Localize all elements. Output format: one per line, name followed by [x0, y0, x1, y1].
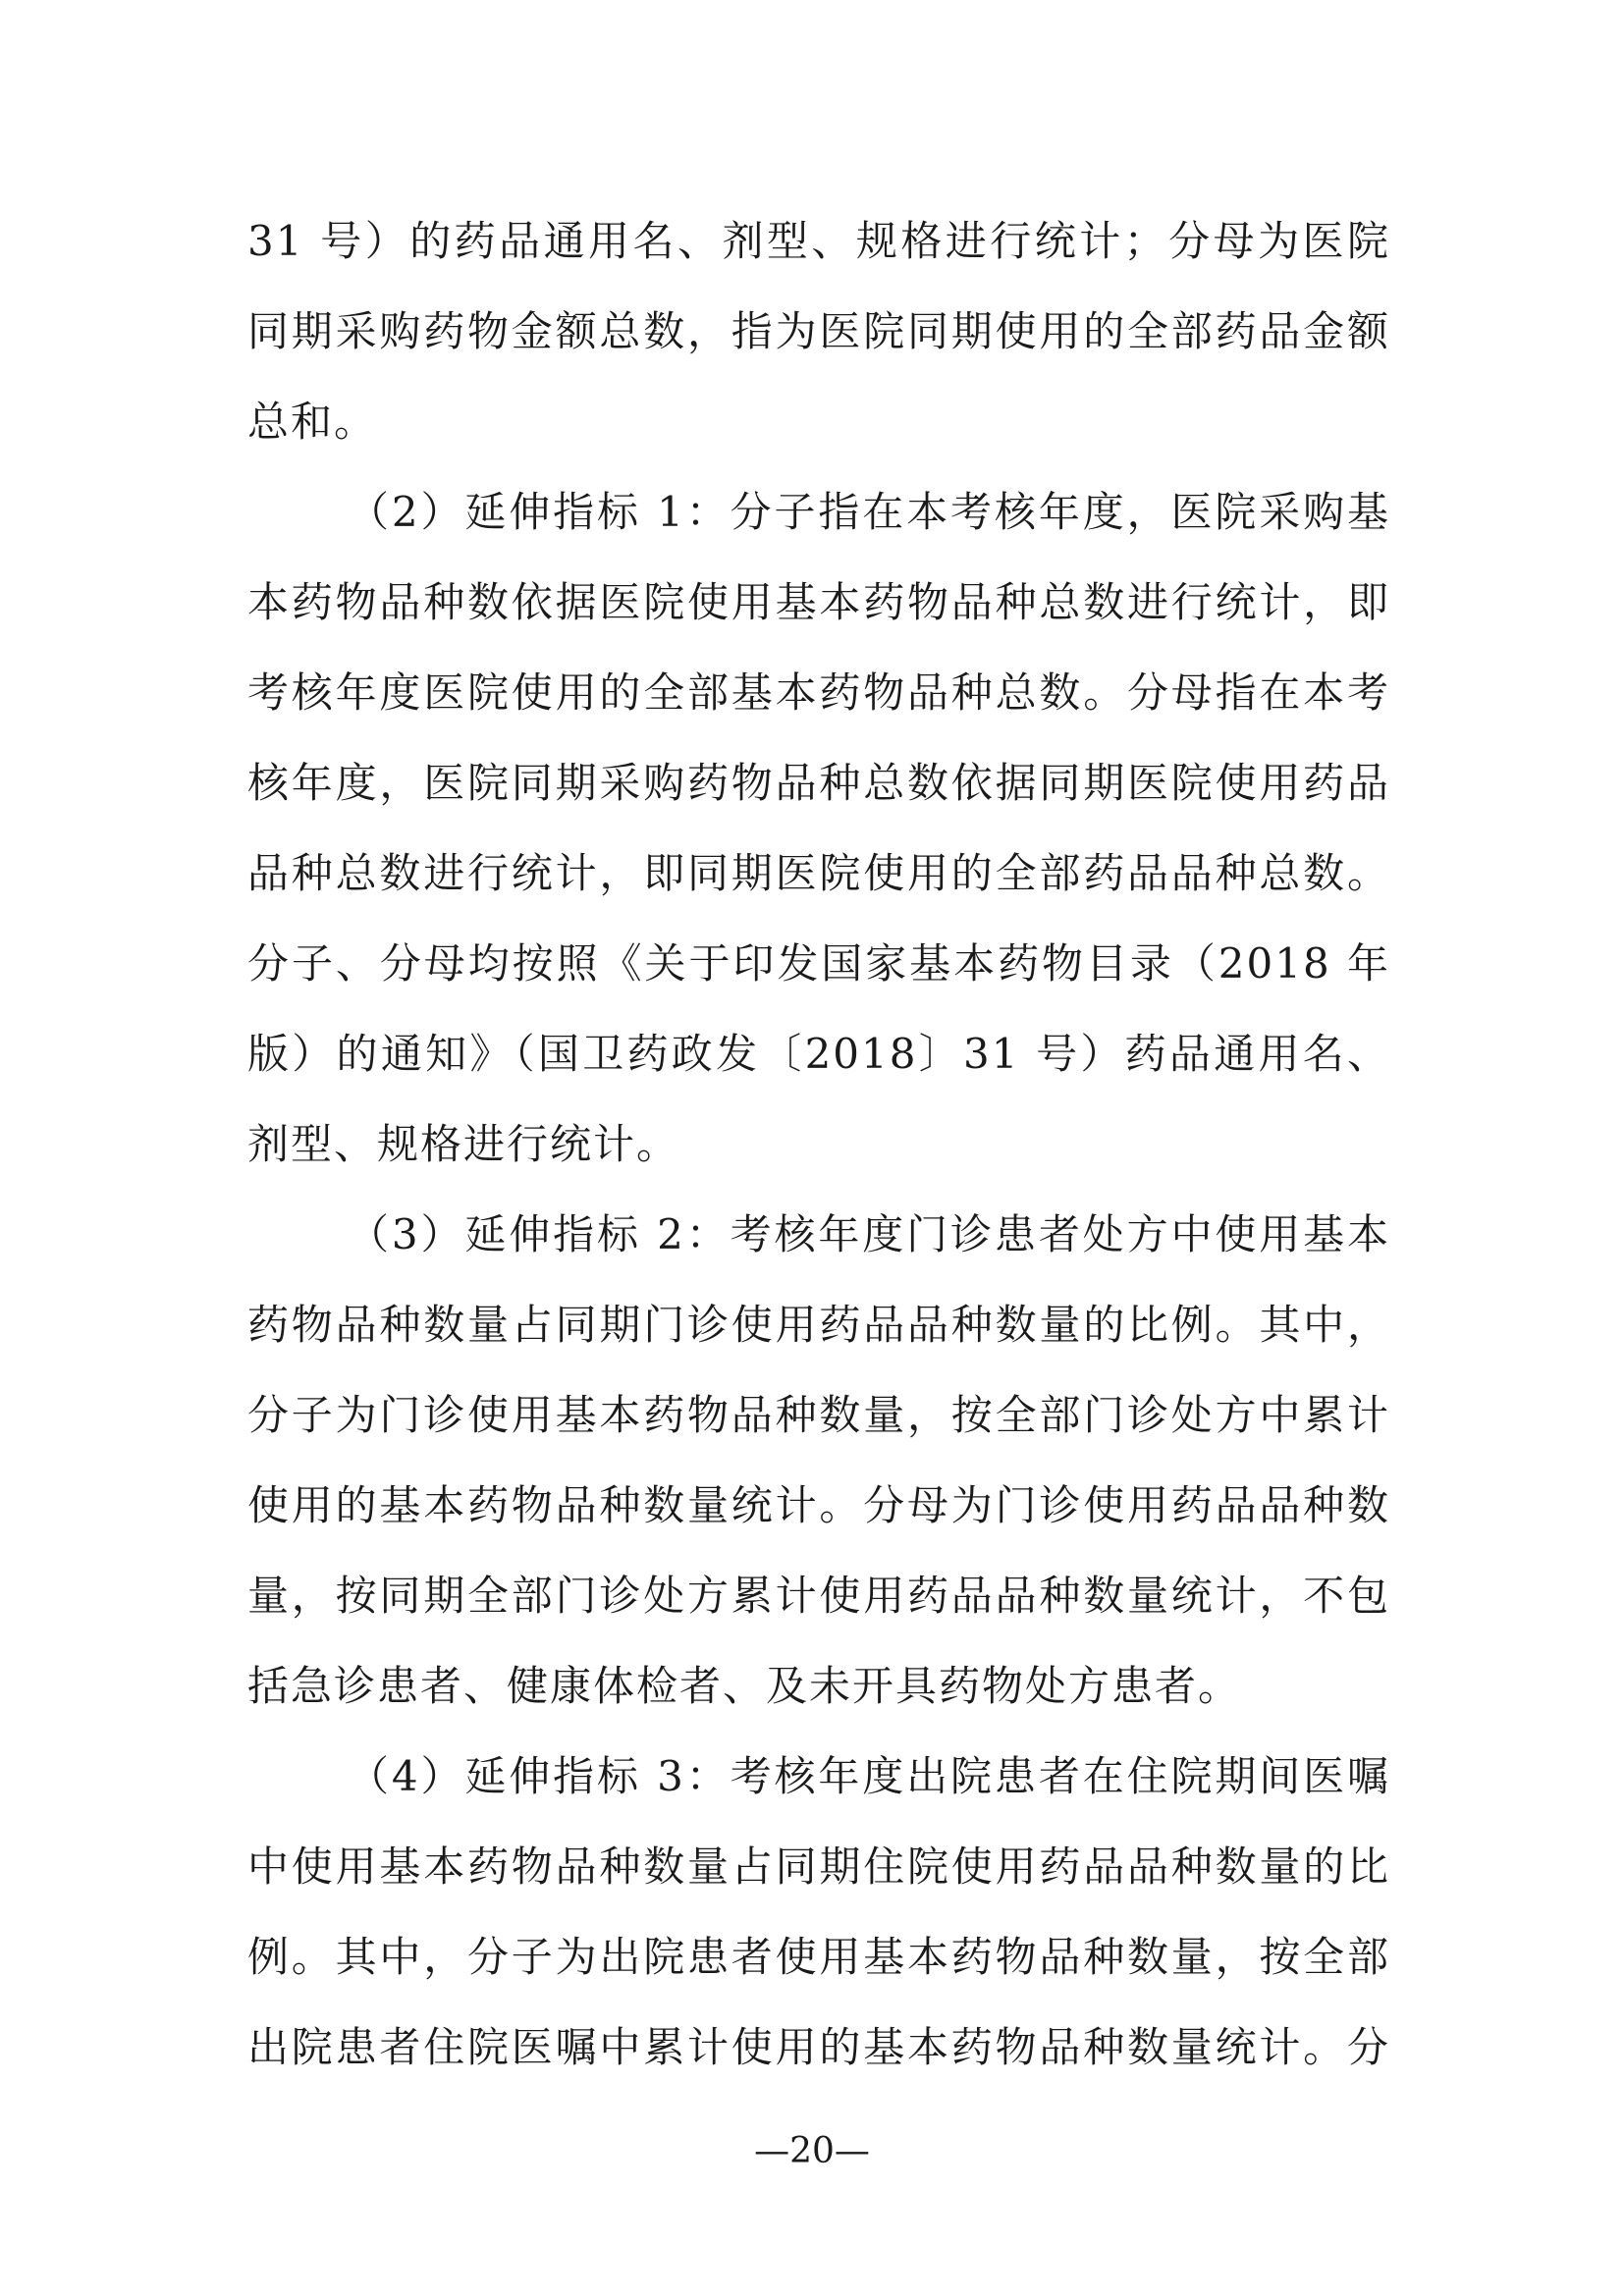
paragraph-2-start: （2）延伸指标 1：分子指在本考核年度，医院采购基 — [348, 488, 1390, 536]
text-line: 量，按同期全部门诊处方累计使用药品品种数量统计，不包 — [247, 1572, 1390, 1620]
paragraph-4-start: （4）延伸指标 3：考核年度出院患者在住院期间医嘱 — [348, 1752, 1390, 1800]
text-line: 例。其中，分子为出院患者使用基本药物品种数量，按全部 — [247, 1933, 1390, 1981]
paragraph-3-start: （3）延伸指标 2：考核年度门诊患者处方中使用基本 — [348, 1210, 1390, 1258]
text-line: 31 号）的药品通用名、剂型、规格进行统计；分母为医院 — [247, 217, 1390, 265]
text-line: 括急诊患者、健康体检者、及未开具药物处方患者。 — [247, 1662, 1242, 1710]
text-line: 核年度，医院同期采购药物品种总数依据同期医院使用药品 — [247, 759, 1390, 807]
text-line: 中使用基本药物品种数量占同期住院使用药品品种数量的比 — [247, 1842, 1390, 1891]
document-body — [247, 196, 1390, 2093]
page-number: —20— — [754, 2131, 870, 2171]
text-line: 总和。 — [247, 398, 378, 446]
text-line: 出院患者住院医嘱中累计使用的基本药物品种数量统计。分 — [247, 2023, 1390, 2071]
text-line: 考核年度医院使用的全部基本药物品种总数。分母指在本考 — [247, 668, 1390, 717]
text-line: 品种总数进行统计，即同期医院使用的全部药品品种总数。 — [247, 849, 1390, 897]
text-line: 同期采购药物金额总数，指为医院同期使用的全部药品金额 — [247, 307, 1390, 355]
text-line: 药物品种数量占同期门诊使用药品品种数量的比例。其中， — [247, 1301, 1390, 1349]
text-line: 使用的基本药物品种数量统计。分母为门诊使用药品品种数 — [247, 1481, 1390, 1529]
text-line: 分子为门诊使用基本药物品种数量，按全部门诊处方中累计 — [247, 1391, 1390, 1439]
text-line: 分子、分母均按照《关于印发国家基本药物目录（2018 年 — [247, 939, 1390, 988]
text-line: 剂型、规格进行统计。 — [247, 1120, 680, 1168]
text-line: 版）的通知》（国卫药政发〔2018〕31 号）药品通用名、 — [247, 1030, 1390, 1078]
text-line: 本药物品种数依据医院使用基本药物品种总数进行统计，即 — [247, 578, 1390, 626]
